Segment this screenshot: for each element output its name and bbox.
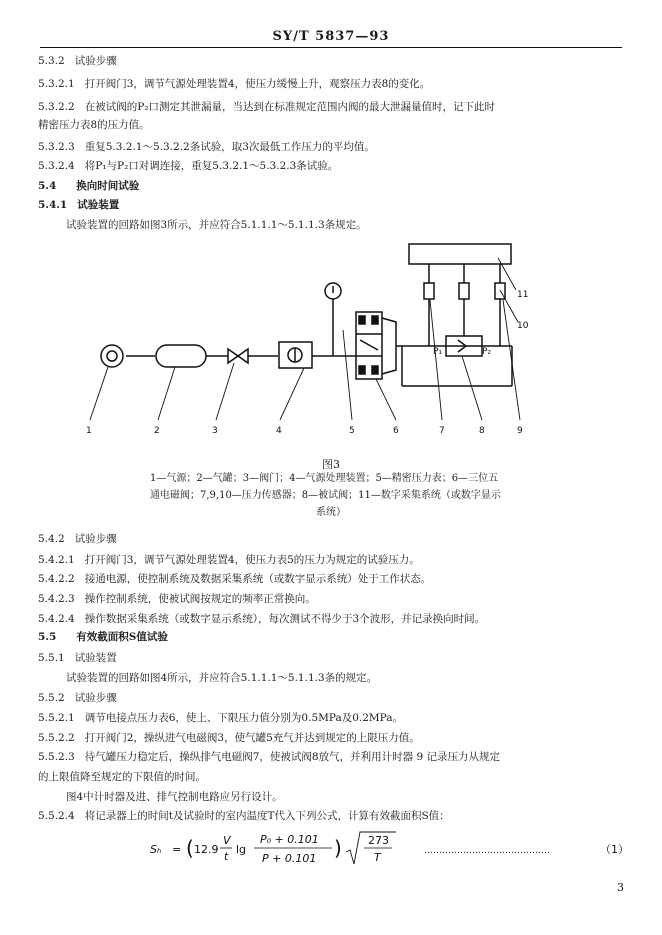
clause-number: 5.3.2.2 (38, 101, 75, 113)
precision-pressure-gauge-symbol (325, 283, 341, 356)
clause-number: 5.4.2.4 (38, 613, 75, 625)
section-title: 试验装置 (77, 199, 120, 211)
formula-leader-dots: …………………………………… (424, 846, 550, 856)
clause-5-3-2-1 (38, 77, 430, 91)
pressure-sensor-7-symbol (424, 283, 434, 299)
section-title: 试验步骤 (74, 692, 117, 704)
section-title: 试验装置 (74, 652, 117, 664)
figure-3-caption-line-3: 系统） (316, 507, 346, 518)
formula-numerator: P₀ + 0.101 (260, 833, 319, 846)
clause-5-5-2-4 (38, 809, 450, 823)
tested-valve-symbol (446, 336, 482, 356)
clause-number: 5.3.2.3 (38, 141, 75, 153)
section-number: 5.3.2 (38, 55, 65, 67)
formula-equation-number: （1） (600, 843, 629, 856)
clause-number: 5.5.2.3 (38, 751, 75, 763)
clause-5-4-2-4 (38, 612, 485, 626)
section-title: 试验步骤 (74, 55, 117, 67)
figure-label-1: 1 (86, 426, 92, 436)
figure-3-circuit-diagram (0, 230, 662, 452)
section-5-3-2-heading (38, 54, 117, 68)
header-rule (40, 47, 622, 48)
figure-label-10: 10 (517, 321, 529, 331)
clause-text: 待气罐压力稳定后，操纵排气电磁阀7，使被试阀8放气，并利用计时器 9 记录压力从规定 (84, 751, 500, 763)
figure-label-5: 5 (349, 426, 355, 436)
clause-number: 5.3.2.4 (38, 160, 75, 172)
section-number: 5.4 (38, 180, 57, 192)
air-tank-symbol (156, 345, 206, 367)
clause-text: 接通电源，使控制系统及数据采集系统（或数字显示系统）处于工作状态。 (84, 573, 432, 585)
section-number: 5.5.1 (38, 652, 65, 664)
formula-root-denominator: T (374, 851, 381, 864)
figure-label-9: 9 (517, 426, 523, 436)
figure-label-11: 11 (517, 290, 529, 300)
clause-5-3-2-4 (38, 159, 338, 173)
clause-number: 5.4.2.3 (38, 593, 75, 605)
clause-text: 将P₁与P₂口对调连接，重复5.3.2.1～5.3.2.3条试验。 (84, 160, 339, 172)
section-title: 有效截面积S值试验 (76, 631, 168, 643)
document-header-code: SY/T 5837—93 (272, 29, 390, 44)
figure-label-3: 3 (212, 426, 218, 436)
clause-5-3-2-2-cont: 精密压力表8的压力值。 (38, 119, 150, 131)
clause-5-3-2-3 (38, 140, 375, 154)
section-number: 5.4.2 (38, 533, 65, 545)
clause-5-4-2-2 (38, 572, 431, 586)
section-number: 5.5 (38, 631, 57, 643)
formula-denominator: P + 0.101 (262, 852, 317, 865)
clause-text: 打开阀门3，调节气源处理装置4，使压力缓慢上升，观察压力表8的变化。 (84, 78, 431, 90)
clause-5-5-2-3 (38, 750, 500, 764)
clause-number: 5.5.2.1 (38, 712, 75, 724)
section-5-5-1-heading (38, 651, 117, 665)
clause-number: 5.5.2.4 (38, 810, 75, 822)
clause-text: 打开阀门2，操纵进气电磁阀3，使气罐5充气并达到规定的上限压力值。 (84, 732, 420, 744)
figure-label-4: 4 (276, 426, 282, 436)
formula-root-numerator: 273 (368, 834, 389, 847)
section-5-5-2-heading (38, 691, 117, 705)
figure-3-caption-line-2: 通电磁阀；7,9,10—压力传感器；8—被试阀；11—数字采集系统（或数字显示 (150, 490, 501, 501)
section-number: 5.4.1 (38, 199, 68, 211)
figure-4-note: 图4中计时器及进、排气控制电路应另行设计。 (66, 791, 283, 803)
formula-equals: = (172, 843, 182, 856)
formula-close-paren: ) (334, 836, 342, 860)
clause-text: 将记录器上的时间t及试验时的室内温度T代入下列公式，计算有效截面积S值： (84, 810, 450, 822)
section-title: 换向时间试验 (76, 180, 140, 192)
air-treatment-unit-symbol (279, 342, 312, 368)
section-5-4-1-heading (38, 198, 119, 212)
clause-number: 5.3.2.1 (38, 78, 75, 90)
section-5-5-heading (38, 630, 168, 644)
formula-lg: lg (236, 843, 247, 856)
clause-5-4-2-3 (38, 592, 316, 606)
clause-text: 操作数据采集系统（或数字显示系统），每次测试不得少于3个波形，并记录换向时间。 (84, 613, 486, 625)
formula-open-paren: ( (186, 836, 194, 860)
section-5-4-2-heading (38, 532, 117, 546)
port-p2-label: P₂ (482, 347, 492, 357)
page-number: 3 (617, 881, 624, 894)
clause-5-5-2-3-cont: 的上限值降至规定的下限值的时间。 (38, 771, 206, 783)
clause-text: 在被试阀的P₂口测定其泄漏量，当达到在标准规定范围内阀的最大泄漏量值时，记下此时 (84, 101, 496, 113)
clause-number: 5.5.2.2 (38, 732, 75, 744)
section-5-4-heading (38, 179, 139, 193)
section-5-5-1-text: 试验装置的回路如图4所示，并应符合5.1.1.1～5.1.1.3条的规定。 (66, 672, 378, 684)
formula-lhs: Sₕ (150, 843, 162, 856)
figure-3-label: 图3 (322, 458, 340, 471)
data-acquisition-system-symbol (409, 244, 511, 264)
figure-label-6: 6 (393, 426, 399, 436)
solenoid-valve-symbol (356, 312, 402, 379)
formula-1 (124, 826, 630, 872)
formula-coefficient: 12.9 (194, 843, 219, 856)
figure-3-caption-line-1: 1—气源；2—气罐；3—阀门；4—气源处理装置；5—精密压力表；6—三位五 (150, 473, 499, 484)
figure-label-8: 8 (479, 426, 485, 436)
clause-5-4-2-1 (38, 553, 420, 567)
figure-label-2: 2 (154, 426, 160, 436)
clause-text: 调节电接点压力表6，使上、下限压力值分别为0.5MPa及0.2MPa。 (84, 712, 404, 724)
clause-5-3-2-2 (38, 100, 495, 114)
section-number: 5.5.2 (38, 692, 65, 704)
clause-text: 操作控制系统，使被试阀按规定的频率正常换向。 (84, 593, 316, 605)
clause-text: 重复5.3.2.1～5.3.2.2条试验，取3次最低工作压力的平均值。 (84, 141, 375, 153)
valve-symbol (228, 349, 248, 363)
clause-number: 5.4.2.2 (38, 573, 75, 585)
clause-5-5-2-2 (38, 731, 420, 745)
formula-t: t (224, 850, 229, 863)
clause-5-5-2-1 (38, 711, 403, 725)
clause-number: 5.4.2.1 (38, 554, 75, 566)
pressure-sensor-10-symbol (459, 283, 469, 299)
air-source-symbol (101, 345, 123, 367)
port-p1-label: P₁ (433, 347, 443, 357)
figure-label-7: 7 (439, 426, 445, 436)
section-5-4-1-text: 试验装置的回路如图3所示，并应符合5.1.1.1～5.1.1.3条规定。 (66, 219, 367, 231)
clause-text: 打开阀门3，调节气源处理装置4，使压力表5的压力为规定的试验压力。 (84, 554, 420, 566)
section-title: 试验步骤 (74, 533, 117, 545)
formula-V: V (223, 834, 231, 847)
